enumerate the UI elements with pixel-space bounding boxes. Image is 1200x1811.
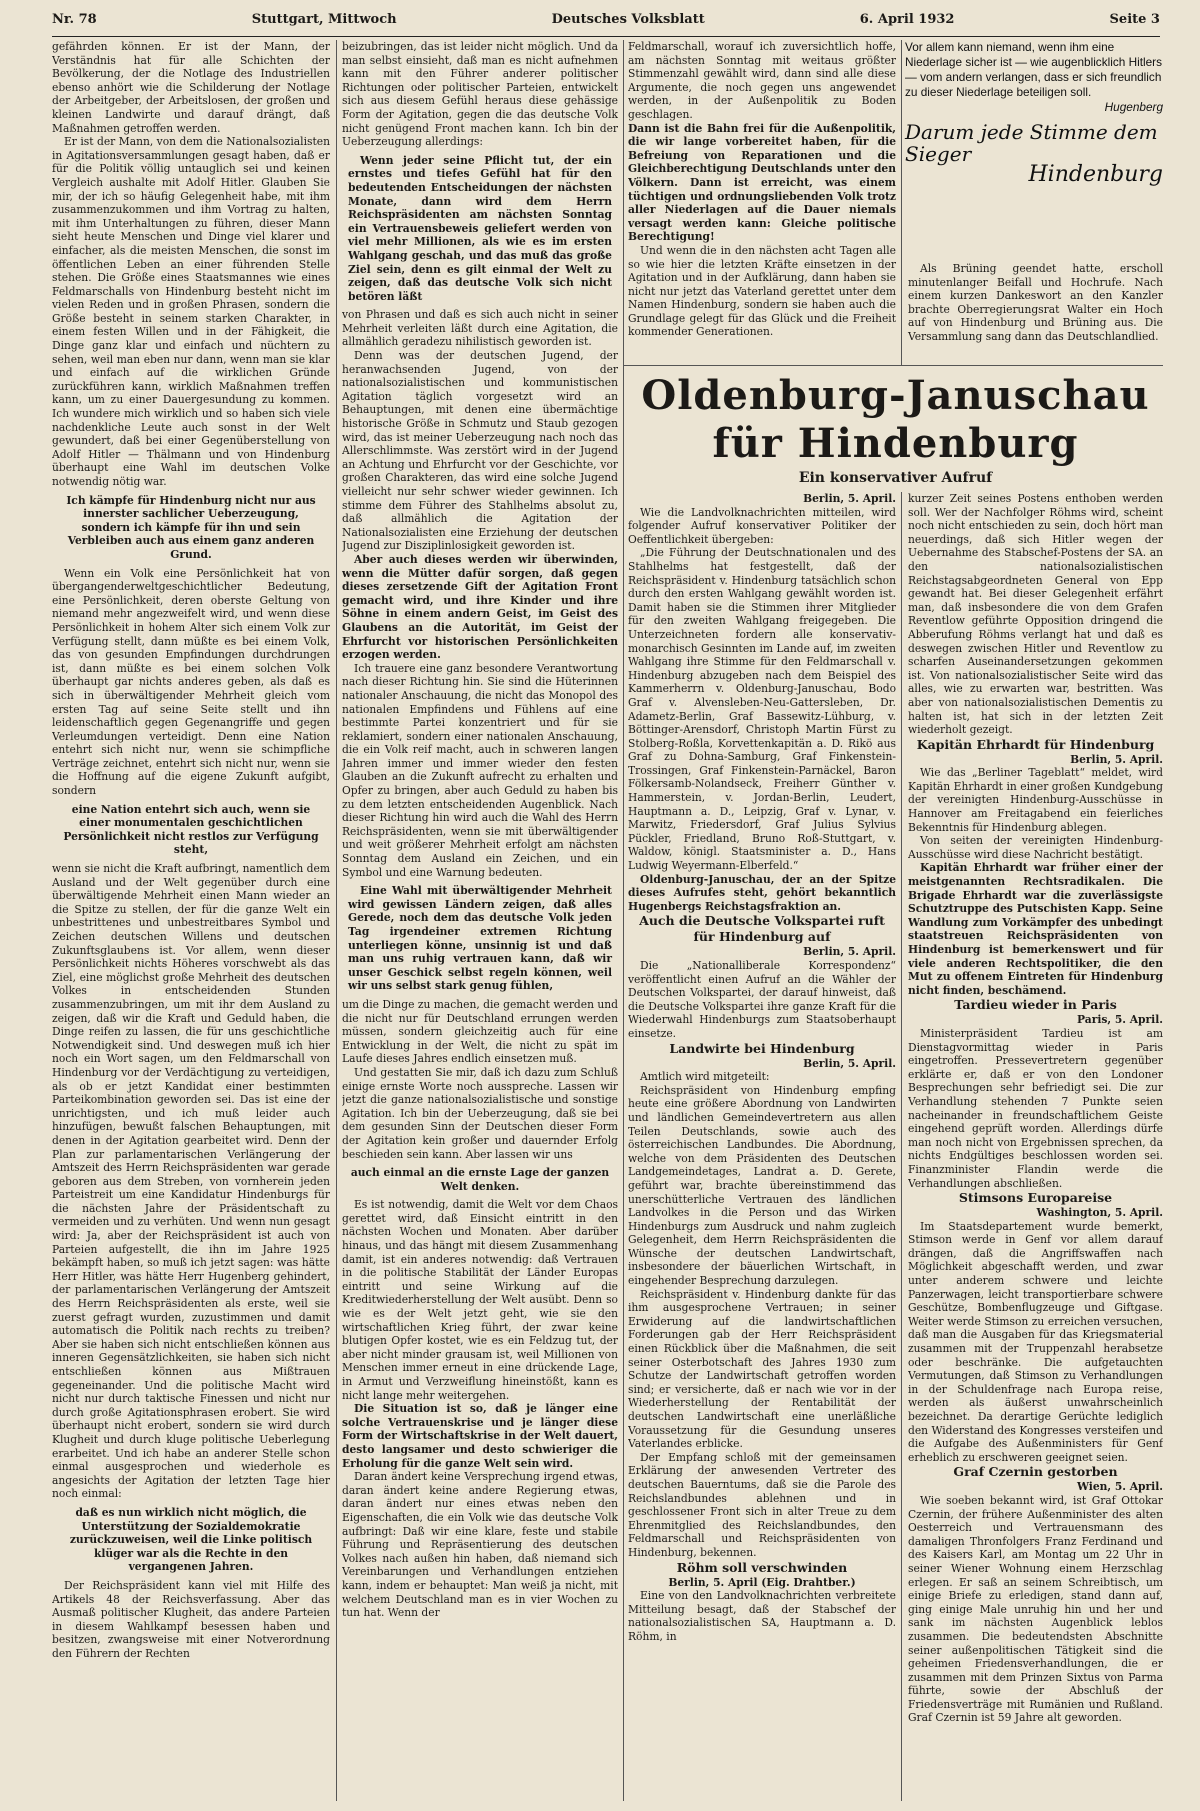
section-rule xyxy=(623,365,1163,366)
column-divider xyxy=(901,492,902,1801)
bold-statement: auch einmal an die ernste Lage der ganzen Welt denken. xyxy=(350,1166,610,1193)
page-number: Seite 3 xyxy=(1109,12,1160,27)
dateline: Wien, 5. April. xyxy=(1076,1480,1163,1494)
column-divider xyxy=(623,40,624,1801)
page-header xyxy=(52,12,1160,32)
bold-statement: eine Nation entehrt sich auch, wenn sie einer monumentalen geschichtlichen Persönlichkeit nicht restlos zur Verfügung steht, xyxy=(63,802,319,857)
bold-statement: Aber auch dieses werden wir überwinden, wenn die Mütter dafür sorgen, daß gegen dieses zersetzende Gift der Agitation Front gemacht wird, und ihre Kinder und ihre Söhne in einem andern Geist, im Geist des Glaubens an die Autorität, im Geist der Ehrfurcht vor historischen Persönlichkeiten erzogen werden. xyxy=(342,552,618,662)
paragraph: Der Reichspräsident kann viel mit Hilfe des Artikels 48 der Reichsverfassung. Aber das Ausmaß politischer Klugheit, das andere Parteien in diesem Wahlkampf besessen haben und besitzen, zwangsweise mit einer Notverordnung den Führern der Rechten xyxy=(52,1578,330,1660)
article-heading: Stimsons Europareise xyxy=(958,1190,1113,1206)
paragraph: Wenn ein Volk eine Persönlichkeit hat von übergangenderweltgeschichtlicher Bedeutung, eine Persönlichkeit, deren oberste Geltung von niemand mehr angezweifelt wird, und wenn diese Persönlichkeit in hohem Alter sich einem Volk zur Verfügung stellt, dann müßte es bei einem Volk, das von gesunden Empfindungen durchdrungen ist, dann müßte es bei einem solchen Volk überhaupt gar nichts anderes geben, als daß es sich in überwältigender Mehrheit gleich vom ersten Tag auf seine Seite stellt und ihn leidenschaftlich gegen Gegenangriffe und gegen Verleumdungen verteidigt. Denn eine Nation entehrt sich nicht nur, wenn sie schimpfliche Verträge zeichnet, entehrt sich nicht nur, wenn sie die Hoffnung auf die eigene Zukunft aufgibt, sondern xyxy=(52,566,330,798)
paragraph: Kapitän Ehrhardt war früher einer der meistgenannten Rechtsradikalen. Die Brigade Ehrhardt war die zuverlässigste Schutztruppe des Putschisten Kapp. Seine Wandlung zum Vorkämpfer des unbedingt staatstreuen Reichspräsidenten von Hindenburg ist bemerkenswert und für viele anderen Rechtspolitiker, die den Mut zu offenem Eintreten für Hindenburg nicht finden, beschämend. xyxy=(908,861,1163,997)
paragraph: Denn was der deutschen Jugend, der heranwachsenden Jugend, von der nationalsozialistischen und kommunistischen Agitation täglich vorgesetzt wird an Behauptungen, mit denen eine übermächtige historische Größe in Schmutz und Staub gezogen wird, das ist meiner Ueberzeugung nach noch das Allerschlimmste. Was zerstört wird in der Jugend an Achtung und Ehrfurcht vor der Geschichte, vor großen Charakteren, das wird eine solche Jugend vielleicht nur sehr schwer wieder gewinnen. Ich stimme dem Führer des Stahlhelms absolut zu, daß allmählich die Agitation der Nationalsozialisten eine Erziehung der deutschen Jugend zur Disziplinlosigkeit geworden ist. xyxy=(342,349,618,553)
dateline: Berlin, 5. April (Eig. Drahtber.) xyxy=(668,1575,856,1589)
headline-subtitle: Ein konservativer Aufruf xyxy=(798,470,993,486)
newspaper-name: Deutsches Volksblatt xyxy=(551,12,705,27)
place-day: Stuttgart, Mittwoch xyxy=(251,12,397,27)
main-headline xyxy=(628,372,1163,492)
quote-author: Hugenberg xyxy=(1104,100,1163,114)
dateline: Berlin, 5. April. xyxy=(803,945,896,959)
article-heading: Graf Czernin gestorben xyxy=(953,1464,1118,1480)
hugenberg-quote-box xyxy=(905,40,1163,250)
issue-number: Nr. 78 xyxy=(52,12,97,27)
paragraph: Der Empfang schloß mit der gemeinsamen Erklärung der anwesenden Vertreter des deutschen Bauerntums, daß sie die Parole des Reichslandbundes ablehnen und in geschlossener Front sich in alter Treue zu dem Ehrenmitglied des Reichslandbundes, den Feldmarschall und Reichspräsidenten von Hindenburg, bekennen. xyxy=(628,1450,896,1559)
article-column-3-top xyxy=(628,40,896,362)
paragraph: Die „Nationalliberale Korrespondenz“ veröffentlicht einen Aufruf an die Wähler der Deutschen Volkspartei, der darauf hinweist, daß die Deutsche Volkspartei ihre ganze Kraft für die Wiederwahl Hindenburgs zum Staatsoberhaupt einsetze. xyxy=(628,959,896,1040)
dateline: Berlin, 5. April. xyxy=(1070,752,1163,766)
dateline: Washington, 5. April. xyxy=(1036,1206,1163,1220)
paragraph: Von seiten der vereinigten Hindenburg-Ausschüsse wird diese Nachricht bestätigt. xyxy=(908,834,1163,861)
paragraph: Es ist notwendig, damit die Welt vor dem Chaos gerettet wird, daß Einsicht eintritt in den nächsten Wochen und Monaten. Aber darüber hinaus, und das hängt mit diesem Zusammenhang damit, ist ein anderes notwendig: daß Vertrauen in die politische Stabilität der Länder Europas eintritt und seine Wirkung auf die Kreditwiederherstellung der Welt ausübt. Denn so wie es der Welt jetzt geht, wie sie den wirtschaftlichen Krieg führt, der zwar keine blutigen Opfer kostet, wie es ein Feldzug tut, der aber nicht minder grausam ist, weil Millionen von Menschen immer erneut in eine drückende Lage, in Armut und Verzweiflung hineinstößt, kann es nicht lange mehr weitergehen. xyxy=(342,1198,618,1402)
dateline: Berlin, 5. April. xyxy=(803,492,896,505)
handwritten-slogan: Darum jede Stimme dem Sieger xyxy=(905,120,1158,166)
paragraph: Feldmarschall, worauf ich zuversichtlich hoffe, am nächsten Sonntag mit weitaus größter Stimmenzahl gewählt wird, dann sind alle diese Argumente, die noch gegen uns angewendet werden, in der Außenpolitik zu Boden geschlagen. xyxy=(628,40,896,121)
article-column-3 xyxy=(628,492,896,1801)
paragraph: Oldenburg-Januschau, der an der Spitze dieses Aufrufes steht, gehört bekanntlich Hugenbergs Reichstagsfraktion an. xyxy=(628,872,896,913)
bold-statement: daß es nun wirklich nicht möglich, die Unterstützung der Sozialdemokratie zurückzuweisen, weil die Linke politisch klüger war als die Rechte in den vergangenen Jahren. xyxy=(69,1505,313,1574)
paragraph: Reichspräsident von Hindenburg empfing heute eine größere Abordnung von Landwirten und ländlichen Gemeindevertretern aus allen Teilen Deutschlands, sowie auch des österreichischen Landbundes. Die Abordnung, welche von dem Präsidenten des Deutschen Landgemeindetages, Landrat a. D. Gerete, geführt war, brachte übereinstimmend das unerschütterliche Vertrauen des ländlichen Landvolkes in die Person und das Wirken Hindenburgs zum Ausdruck und nahm zugleich Gelegenheit, dem Herrn Reichspräsidenten die Wünsche der deutschen Landwirtschaft, insbesondere der bäuerlichen Wirtschaft, in eingehender Besprechung darzulegen. xyxy=(628,1083,896,1288)
issue-date: 6. April 1932 xyxy=(859,12,955,27)
paragraph: Und wenn die in den nächsten acht Tagen alle so wie hier die letzten Kräfte einsetzen in der Agitation und in der Aufklärung, dann haben sie nicht nur jetzt das Vaterland gerettet unter dem Namen Hindenburg, sondern sie haben auch die Grundlage gelegt für das Glück und die Freiheit kommender Generationen. xyxy=(628,243,896,339)
quote-text: Vor allem kann niemand, wenn ihm eine Niederlage sicher ist — wie augenblicklich Hitlers — vom andern verlangen, dass er sich freundlich zu dieser Niederlage beteiligen soll. xyxy=(905,40,1163,99)
article-heading: Tardieu wieder in Paris xyxy=(954,997,1117,1013)
article-heading: Röhm soll verschwinden xyxy=(676,1559,848,1575)
paragraph: von Phrasen und daß es sich auch nicht in seiner Mehrheit verleiten läßt durch eine Agitation, die allmählich geradezu nihilistisch geworden ist. xyxy=(342,308,618,349)
dateline: Berlin, 5. April. xyxy=(803,1056,896,1070)
paragraph: um die Dinge zu machen, die gemacht werden und die nicht nur für Deutschland errungen werden müssen, sondern gleichzeitig auch für eine Entwicklung in der Welt, die nicht zu spät im Laufe dieses Jahres endlich einsetzen muß. xyxy=(342,997,618,1066)
paragraph: Wie das „Berliner Tageblatt“ meldet, wird Kapitän Ehrhardt in einer großen Kundgebung der vereinigten Hindenburg-Ausschüsse in Hannover am Freitagabend ein feierliches Bekenntnis für Hindenburg ablegen. xyxy=(908,766,1163,834)
paragraph: Wie die Landvolknachrichten mitteilen, wird folgender Aufruf konservativer Politiker der Oeffentlichkeit übergeben: xyxy=(628,505,896,546)
bold-statement: Dann ist die Bahn frei für die Außenpolitik, die wir lange vorbereitet haben, für die Befreiung von Reparationen und die Gleichberechtigung Deutschlands unter den Völkern. Dann ist erreicht, was einem tüchtigen und ordnungsliebenden Volk trotz aller Niederlagen auf die Dauer niemals versagt werden kann: Gleiche politische Berechtigung! xyxy=(628,121,896,244)
paragraph: Reichspräsident v. Hindenburg dankte für das ihm ausgesprochene Vertrauen; in seiner Erwiderung auf die landwirtschaftlichen Forderungen gab der Herr Reichspräsident einen Rückblick über die Maßnahmen, die seit seiner Osterbotschaft des Jahres 1930 zum Schutze der Landwirtschaft getroffen worden sind; er versicherte, daß er nach wie vor in der Wiederherstellung der Rentabilität der deutschen Landwirtschaft eine unerläßliche Voraussetzung für die Gesundung unseres Vaterlandes erblicke. xyxy=(628,1287,896,1451)
article-heading: Landwirte bei Hindenburg xyxy=(669,1040,855,1056)
paragraph: Er ist der Mann, von dem die Nationalsozialisten in Agitationsversammlungen gesagt haben, daß er für die Politik völlig untauglich sei und keinen Vergleich aushalte mit Adolf Hitler. Glauben Sie mir, der ich so häufig Gelegenheit habe, mit ihm zusammenzukommen und ihm Vortrag zu halten, mit ihm Unterhaltungen zu führen, dieser Mann sieht heute Menschen und Dinge viel klarer und einfacher, als die meisten Menschen, die sonst im öffentlichen Leben an einer führenden Stelle stehen. Die Größe eines Staatsmannes wie eines Feldmarschalls von Hindenburg besteht nicht im vielen Reden und in großen Phrasen, sondern die Größe besteht in seinem starken Charakter, in einem festen Willen und in der Fähigkeit, die Dinge ganz klar und einfach und nüchtern zu sehen, weil man eben nur dann, wenn man sie klar und einfach auf die wirklichen Gründe zurückführen kann, wirklich Maßnahmen treffen kann, um zu einer Dauergesundung zu kommen. Ich wundere mich wirklich und so haben sich viele nachdenkliche Leute auch sonst in der Welt gewundert, daß bei einer Gegenüberstellung von Adolf Hitler — Thälmann und von Hindenburg überhaupt eine Wahl im deutschen Volke notwendig nötig war. xyxy=(52,135,330,488)
bold-statement: Eine Wahl mit überwältigender Mehrheit wird gewissen Ländern zeigen, daß alles Gerede, noch dem das deutsche Volk jeden Tag irgendeiner extremen Richtung unterliegen könne, unsinnig ist und daß man uns ruhig vertrauen kann, daß wir unser Geschick selbst regeln können, weil wir uns selbst stark genug fühlen, xyxy=(348,884,612,993)
paragraph: wenn sie nicht die Kraft aufbringt, namentlich dem Ausland und der Welt gegenüber durch eine überwältigende Mehrheit einen Mann wieder an die Spitze zu stellen, der für die ganze Welt ein unbestrittenes und unbestreitbares Symbol und Zeichen deutschen Willens und deutschen Zukunftsglaubens ist. Vor allem, wenn dieser Persönlichkeit nichts Höheres vorschwebt als das Ziel, eine möglichst große Mehrheit des deutschen Volkes in entscheidenden Stunden zusammenzubringen, um mit ihr dem Ausland zu zeigen, daß wir die Kraft und Geduld haben, die Dinge reifen zu lassen, die für uns geschichtliche Notwendigkeit sind. Und deswegen muß ich hier noch ein Wort sagen, um den Feldmarschall von Hindenburg vor der Verdächtigung zu verteidigen, als ob er jetzt Kandidat einer bestimmten Parteikombination geworden sei. Das ist eine der unrichtigsten, und ich muß leider auch hinzufügen, bewußt falschen Behauptungen, mit denen in der Agitation gearbeitet wird. Denn der Plan zur parlamentarischen Verlängerung der Amtszeit des Herrn Reichspräsidenten war gerade geboren aus dem Streben, von vornherein jeden Parteistreit um eine Kandidatur Hindenburgs für die nächsten Jahre der Präsidentschaft zu vermeiden und zu verhüten. Und wenn nun gesagt wird: Ja, aber der Reichspräsident ist auch von Parteien aufgestellt, die ihn im Jahre 1925 bekämpft haben, so muß ich jetzt sagen: was hätte Herr Hitler, was hätte Herr Hugenberg gehindert, der parlamentarischen Verlängerung der Amtszeit des Herrn Reichspräsidenten als erste, weil sie zuerst gefragt wurden, zuzustimmen und damit automatisch die Politik nach rechts zu treiben? Aber sie haben sich nicht entschließen können aus inneren Gegensätzlichkeiten, sie haben sich nicht entschließen können aus Mißtrauen gegeneinander. Und die politische Macht wird nicht nur durch taktische Finessen und nicht nur durch große Agitationsphrasen erobert. Sie wird überhaupt nicht erobert, sondern sie wird durch Klugheit und durch kluge politische Ueberlegung erarbeitet. Und ich habe an anderer Stelle schon einmal ausgesprochen und wiederhole es angesichts der Agitation der letzten Tage hier noch einmal: xyxy=(52,862,330,1501)
article-column-4 xyxy=(908,492,1163,1801)
bold-statement: Ich kämpfe für Hindenburg nicht nur aus innerster sachlicher Ueberzeugung, sondern ich kämpfe für ihn und sein Verbleiben auch aus einem ganz anderen Grund. xyxy=(66,493,316,561)
paragraph: Und gestatten Sie mir, daß ich dazu zum Schluß einige ernste Worte noch ausspreche. Lassen wir jetzt die ganze nationalsozialistische und sonstige Agitation. Ich bin der Ueberzeugung, daß sie bei dem gesunden Sinn der Deutschen dieser Form der Agitation kein großer und dauernder Erfolg beschieden sein kann. Aber lassen wir uns xyxy=(342,1065,618,1161)
column-divider xyxy=(336,40,337,1801)
header-rule xyxy=(52,36,1160,37)
article-column-1 xyxy=(52,40,330,1801)
paragraph: Im Staatsdepartement wurde bemerkt, Stimson werde in Genf vor allem darauf drängen, daß die Angriffswaffen nach Möglichkeit abgeschafft werden, und zwar unter anderem schwere und leichte Panzerwagen, leicht transportierbare schwere Geschütze, Bombenflugzeuge und Giftgase. Weiter werde Stimson zu erreichen versuchen, daß man die Ausgaben für das Kriegsmaterial zusammen mit der Truppenzahl herabsetze oder beschränke. Die aufgetauchten Vermutungen, daß Stimson zu Verhandlungen in der Schuldenfrage nach Europa reise, werden als äußerst unwahrscheinlich bezeichnet. Da derartige Gerüchte lediglich den Widerstand des Kongresses versteifen und die Aufgabe des Außenministers für Genf erheblich zu erschweren geeignet seien. xyxy=(908,1219,1163,1464)
closing-report xyxy=(908,262,1163,362)
paragraph: Ministerpräsident Tardieu ist am Dienstagvormittag wieder in Paris eingetroffen. Pressevertretern gegenüber erklärte er, daß er von den Londoner Besprechungen sehr befriedigt sei. Die zur Verhandlung stehenden 7 Punkte seien nacheinander in freundschaftlichem Geiste eingehend geprüft worden. Allerdings dürfe man noch nicht von Ergebnissen sprechen, da nichts Endgültiges beschlossen worden sei. Finanzminister Flandin werde die Verhandlungen abschließen. xyxy=(908,1026,1163,1190)
paragraph: Amtlich wird mitgeteilt: xyxy=(640,1070,770,1084)
bold-statement: Wenn jeder seine Pflicht tut, der ein ernstes und tiefes Gefühl hat für den bedeutenden Entscheidungen der nächsten Monate, dann wird dem Herrn Reichspräsidenten am nächsten Sonntag ein Vertrauensbeweis geliefert werden von viel mehr Millionen, als wie es im ersten Wahlgang geschah, und das muß das große Ziel sein, denn es gilt einmal der Welt zu zeigen, daß das deutsche Volk sich nicht betören läßt xyxy=(348,153,612,303)
paragraph: gefährden können. Er ist der Mann, der Verständnis hat für alle Schichten der Bevölkerung, der die Notlage des Industriellen ebenso anhört wie die Schilderung der Notlage der Arbeitgeber, der Arbeitslosen, der großen und kleinen Landwirte und darauf drängt, daß Maßnahmen getroffen werden. xyxy=(52,40,330,135)
article-heading: Kapitän Ehrhardt für Hindenburg xyxy=(916,736,1155,752)
dateline: Paris, 5. April. xyxy=(1077,1013,1163,1027)
paragraph: Ich trauere eine ganz besondere Verantwortung nach dieser Richtung hin. Sie sind die Hüterinnen nationaler Anschauung, die nicht das Monopol des nationalen Empfindens und Fühlens auf eine bestimmte Partei konzentriert und für sie reklamiert, sondern einer nationalen Anschauung, die ein Volk reif macht, auch in schweren langen Jahren immer und immer wieder den festen Glauben an die Zukunft aufrecht zu erhalten und Opfer zu bringen, aber auch Geduld zu haben bis zu dem letzten entscheidenden Augenblick. Nach dieser Richtung hin wird auch die Wahl des Herrn Reichspräsidenten, wenn sie mit überwältigender und weit größerer Mehrheit erfolgt am nächsten Sonntag dem Ausland ein Zeichen, und ein Symbol und eine Warnung bedeuten. xyxy=(342,661,618,879)
paragraph: Wie soeben bekannt wird, ist Graf Ottokar Czernin, der frühere Außenminister des alten Oesterreich und Vertrauensmann des damaligen Thronfolgers Franz Ferdinand und des Kaisers Karl, am Montag um 22 Uhr in seiner Wiener Wohnung einem Herzschlag erlegen. Er saß an seinem Schreibtisch, um einige Briefe zu erledigen, stand dann auf, ging einige Male unruhig hin und her und sank im nächsten Augenblick leblos zusammen. Die bedeutendsten Abschnitte seiner außenpolitischen Tätigkeit sind die geheimen Friedensverhandlungen, die er zusammen mit dem Prinzen Sixtus von Parma führte, sowie der Abschluß der Friedensverträge mit Rumänien und Rußland. Graf Czernin ist 59 Jahre alt geworden. xyxy=(908,1493,1163,1725)
hindenburg-signature: Hindenburg xyxy=(1028,162,1163,187)
paragraph: „Die Führung der Deutschnationalen und des Stahlhelms hat festgestellt, daß der Reichspräsident v. Hindenburg tatsächlich schon durch den ersten Wahlgang gewählt worden ist. Damit haben sie die Stimmen ihrer Mitglieder für den zweiten Wahlgang freigegeben. Die Unterzeichneten fordern alle konservativ-monarchisch Gesinnten im Lande auf, im zweiten Wahlgang ihre Stimme für den Feldmarschall v. Hindenburg abzugeben nach dem Beispiel des Kammerherrn v. Oldenburg-Januschau, Bodo Graf v. Alvensleben-Neu-Gattersleben, Dr. Adametz-Berlin, Graf Bassewitz-Lühburg, v. Böttinger-Arensdorf, Christoph Martin Fürst zu Stolberg-Roßla, Korvettenkapitän a. D. Rikö aus Graf zu Dohna-Samburg, Graf Finkenstein-Trossingen, Graf Finkenstein-Parnäckel, Baron Fölkersamb-Nolandseck, Freiherr Günther v. Hammerstein, v. Jordan-Berlin, Leudert, Hauptmann a. D., Leipzig, Graf v. Lynar, v. Marwitz, Friedersdorf, Graf Julius Sylvius Pückler, Friedland, Bruno Roß-Stuttgart, v. Waldow, königl. Staatsminister a. D., Hans Ludwig Weyermann-Elberfeld.“ xyxy=(628,546,896,873)
headline-title: Oldenburg-Januschau für Hindenburg xyxy=(641,372,1150,467)
article-heading: Auch die Deutsche Volkspartei ruft für Hindenburg auf xyxy=(639,913,885,945)
column-divider xyxy=(901,40,902,365)
paragraph: Als Brüning geendet hatte, erscholl minutenlanger Beifall und Hochrufe. Nach einem kurzen Dankeswort an den Kanzler brachte Oberregierungsrat Walter ein Hoch auf von Hindenburg und Brüning aus. Die Versammlung sang dann das Deutschlandlied. xyxy=(908,262,1163,343)
paragraph: Eine von den Landvolknachrichten verbreitete Mitteilung besagt, daß der Stabschef der nationalsozialistischen SA, Hauptmann a. D. Röhm, in xyxy=(628,1589,896,1643)
paragraph: beizubringen, das ist leider nicht möglich. Und da man selbst einsieht, daß man es nicht aufnehmen kann mit den Führer anderer politischer Richtungen oder politischer Parteien, entwickelt sich aus diesem Gefühl heraus diese gehässige Form der Agitation, gegen die das deutsche Volk nicht genügend Front machen kann. Ich bin der Ueberzeugung allerdings: xyxy=(342,40,618,149)
article-column-2 xyxy=(342,40,618,1801)
paragraph: kurzer Zeit seines Postens enthoben werden soll. Wer der Nachfolger Röhms wird, scheint noch nicht entschieden zu sein, doch hört man neuerdings, daß sich Hitler wegen der Uebernahme des Stabschef-Postens der SA. an den nationalsozialistischen Reichstagsabgeordneten General von Epp gewandt hat. Bei dieser Gelegenheit erfährt man, daß insbesondere die von dem Grafen Reventlow geführte Opposition dringend die Abberufung Röhms verlangt hat und daß es deswegen zwischen Hitler und Reventlow zu scharfen Auseinandersetzungen gekommen ist. Von nationalsozialistischer Seite wird das alles, wie zu erwarten war, bestritten. Was aber von nationalsozialistischen Dementis zu halten ist, hat sich in der letzten Zeit wiederholt gezeigt. xyxy=(908,492,1163,737)
paragraph: Daran ändert keine Versprechung irgend etwas, daran ändert keine andere Regierung etwas, daran ändert nur eines etwas neben den Eigenschaften, die ein Volk wie das deutsche Volk aufbringt: Daß wir eine klare, feste und stabile Führung und Repräsentierung des deutschen Volkes nach außen hin haben, daß niemand sich Vereinbarungen und Verhandlungen entziehen kann, indem er behauptet: Man weiß ja nicht, mit welchem Deutschland man es in vier Wochen zu tun hat. Wenn der xyxy=(342,1470,618,1620)
bold-statement: Die Situation ist so, daß je länger eine solche Vertrauenskrise und je länger diese Form der Wirtschaftskrise in der Welt dauert, desto langsamer und desto schwieriger die Erholung für die ganze Welt sein wird. xyxy=(342,1402,618,1470)
